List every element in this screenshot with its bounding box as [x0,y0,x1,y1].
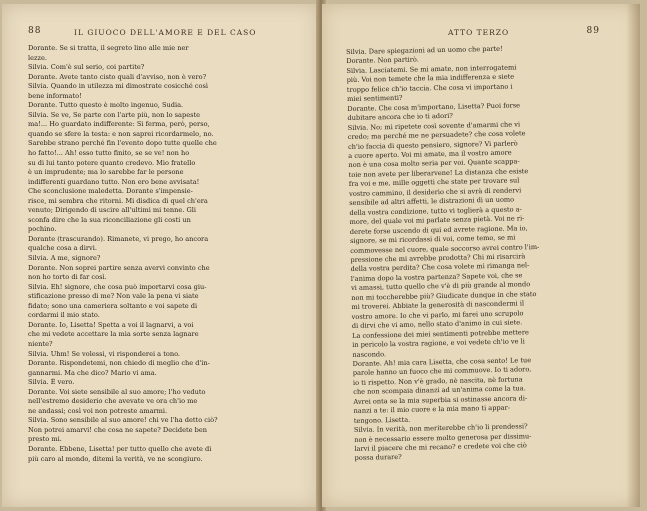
text-line: Silvia. Quando in utilezza mi dimostrate cosicché così [28,82,208,91]
text-line: quando se sfere la testa: e non saprei ricordarmelo, no. [28,129,214,138]
text-line: Dorante. Ebbene, Lisetta! per tutto quello che avete di [28,444,212,453]
text-line: Silvia. Uhm! Se volessi, vi risponderei a tono. [28,349,181,358]
text-line: che non scompaia dinanzi ad un'anima come la tua. [353,384,526,397]
text-line: nascondo. [352,349,387,359]
left-page-number: 88 [28,26,42,36]
text-line: più caro al mondo, ditemi la verità, ve ne scongiuro. [28,454,203,463]
text-line: toie non avete per liberarvene! La distanza che esiste [348,167,529,179]
left-page-text [28,44,308,464]
right-page-text [346,42,623,463]
text-line: non è necessario essere molto generosa per dissimu- [354,431,532,444]
text-line: ma!... Ho guardato indifferente: Si ferma, però, perso, [28,120,210,129]
text-line: Silvia. Com'è sul serio, coi partite? [28,63,145,72]
text-line: Dorante. Che cosa m'importano, Lisetta? Puoi forse [347,101,521,113]
text-line: Silvia. Eh! signore, che cosa può importarvi cosa giu- [28,282,207,291]
text-line: Dorante. Non soprei partire senza avervi convinto che [28,263,210,272]
text-line: miei sentimenti? [346,94,403,104]
right-page-number: 89 [586,26,600,36]
text-line: Dorante. Ah! mia cara Lisetta, che cosa sento! Le tue [352,356,532,368]
left-page [2,4,318,507]
text-line: vostro amore. Io che vi parlo, mi farei uno scrupolo [351,309,524,321]
text-line: non ho torto di far così. [28,273,107,282]
text-line: Sarebbe strano perché fin l'evento dopo tutte quelle che [28,139,217,148]
text-line: pressione che mi avrebbe prodotta? Chi mi risarcirà [350,252,526,264]
text-line: è un imprudente; ma lo sarebbe far le persone [28,168,184,177]
text-line: sconfa dire che la sua riconciliazione gli costi un [28,215,191,224]
text-line: Silvia. In verità, non meriterebbe ch'io li prendessi? [353,422,528,435]
text-line: Silvia. Dare spiegazioni ad un uomo che parte! [346,44,503,56]
text-line: La confessione dei miei sentimenti potrebbe mettere [351,327,529,340]
text-line: qualche cosa a dirvi. [28,244,97,253]
text-line: Che sconclusione maledetta. Dorante s'impensie- [28,187,193,196]
text-line: a cuore aperto. Voi mi amate, ma il vostro amore [348,148,512,160]
right-page [322,4,640,507]
text-line: pochino. [28,225,57,234]
text-line: di dirvi che vi amo, nello stato d'animo in cui siete. [351,318,523,331]
text-line: della vostra perdita? Che cosa volete mi rimanga nel- [350,261,530,274]
text-line: gannarmi. Ma che dico? Mario vi ama. [28,368,157,377]
text-line: stificazione presso di me? Non vale la pena vi siate [28,292,199,301]
text-line: risce, mi sembra che ritorni. Mi disdica di quel ch'era [28,196,208,205]
text-line: ne andassi; così voi non potreste amarmi. [28,406,168,415]
text-line: Silvia. Se ve, Se parte con l'arte più, non lo sapeste [28,110,201,119]
text-line: venuto; Dirigendo di uscire all'ultimi mi tenne. Gli [28,206,196,215]
text-line: Dorante. Voi siete sensibile al suo amore; l'ho veduto [28,387,206,396]
text-line: commovesse nel cuore, quale soccorso avrei contro l'im- [350,242,540,255]
text-line: io ti rispetto. Non v'è grado, nè nascita, nè fortuna [352,375,523,387]
text-line: nanzi a te: il mio cuore e la mia mano ti appar- [353,403,511,416]
text-line: presto mi. [28,435,62,444]
text-line: indifferenti guardano tutto. Non ero bene avvisata! [28,177,200,186]
text-line: credo; ma perché me ne persuadete? che cosa volete [347,129,526,142]
text-line: Silvia. È vero. [28,378,75,387]
text-line: della vostra condizione, tutto vi toglierà a questo a- [349,205,522,217]
text-line: more, del quale voi mi parlate senza pietà. Voi ne ri- [349,214,525,227]
text-line: niente? [28,339,53,348]
text-line: Dorante. Tutto questo è molto ingenuo, Sudia. [28,101,184,110]
text-line: fra voi e me, mille oggetti che state per trovare sul [348,176,520,189]
text-line: Non potrei amarvi! che cosa ne sapete? Decidete ben [28,425,208,434]
text-line: Silvia. A me, signore? [28,254,101,263]
text-line: in pericolo la vostra ragione, e voi vedete ch'io ve li [352,337,525,349]
text-line: non è una cosa molto seria per voi. Quante scappa- [348,157,520,170]
text-line: sensibile ad altri affetti, le distrazioni di un uomo [349,195,515,208]
text-line: lezze. [28,53,47,62]
text-line: Silvia. Sono sensibile al suo amore! chi ve l'ha detto ciò? [28,416,218,425]
text-line: vostro cammino, il desiderio che si avrà di rendervi [348,186,522,198]
text-line: ho fatto!... Ah! esso tutto finito, se se ve! non ho [28,149,190,158]
text-line: parole hanno un fuoco che mi commuove. Io ti adoro, [352,365,532,378]
text-line: Dorante. Io, Lisetta! Spetta a voi il lagnarvi, a voi [28,320,194,329]
text-line: signore, se mi ricordassi di voi, come temo, se mi [349,233,516,246]
text-line: su di lui tanto potere quanto credevo. Mio fratello [28,158,196,167]
text-line: nell'estremo desiderio che avevate ve ora ch'io me [28,397,198,406]
text-line: possa durare? [354,453,402,463]
text-line: troppo felice ch'io taccia. Che cosa vi importano i [346,82,513,94]
text-line: Dorante. Avete tanto cisto quali d'avviso, non è vero? [28,72,207,81]
text-line: più. Voi non temete che la mia indifferenza e siete [346,72,515,85]
text-line: non mi toccherebbe più? Giudicate dunque in che stato [351,289,537,302]
text-line: derete forse uscendo di qui ed avrete ragione. Ma io, [349,223,528,236]
text-line: Dorante (trascurando). Rimanete, vi prego, ho ancora [28,234,209,243]
left-running-header: IL GIUOCO DELL'AMORE E DEL CASO [74,28,257,37]
text-line: Avrei onta se la mia superbia si ostinasse ancora di- [353,394,528,406]
text-line: ch'io faccia di questo pensiero, signore? Vi parlerò [347,138,518,151]
text-line: bene informato! [28,91,82,100]
text-line: dubitare ancora che io ti adori? [347,111,453,123]
text-line: mi troverei. Abbiate la generosità di nascondermi il [351,299,525,312]
text-line: Dorante. Non partirò. [346,55,419,66]
text-line: Dorante. Se si tratta, il segreto lino alle mie ner [28,44,189,52]
text-line: l'anima dopo la vostra partenza? Sapete voi, che se [350,271,523,283]
text-line: Dorante. Rispondetemi, non chiedo di meglio che d'in- [28,359,210,368]
text-line: fidato; sono una cameriera soltanto e voi sapete di [28,301,198,310]
text-line: tengono. Lisetta. [353,415,411,425]
text-line: Silvia. Lasciatemi. Se mi amate, non interrogatemi [346,63,517,75]
text-line: che mi vedete accettare la mia sorte senza lagnare [28,330,199,339]
text-line: vi amassi, tutto quello che v'è di più grande al mondo [350,280,531,293]
text-line: Silvia. No; mi ripetete così sovente d'amarmi che vi [347,119,521,132]
text-line: cordarmi il mio stato. [28,311,100,320]
right-running-header: ATTO TERZO [448,28,510,37]
text-line: larvi il piacere che mi recano? e credete voi che ciò [354,441,527,453]
